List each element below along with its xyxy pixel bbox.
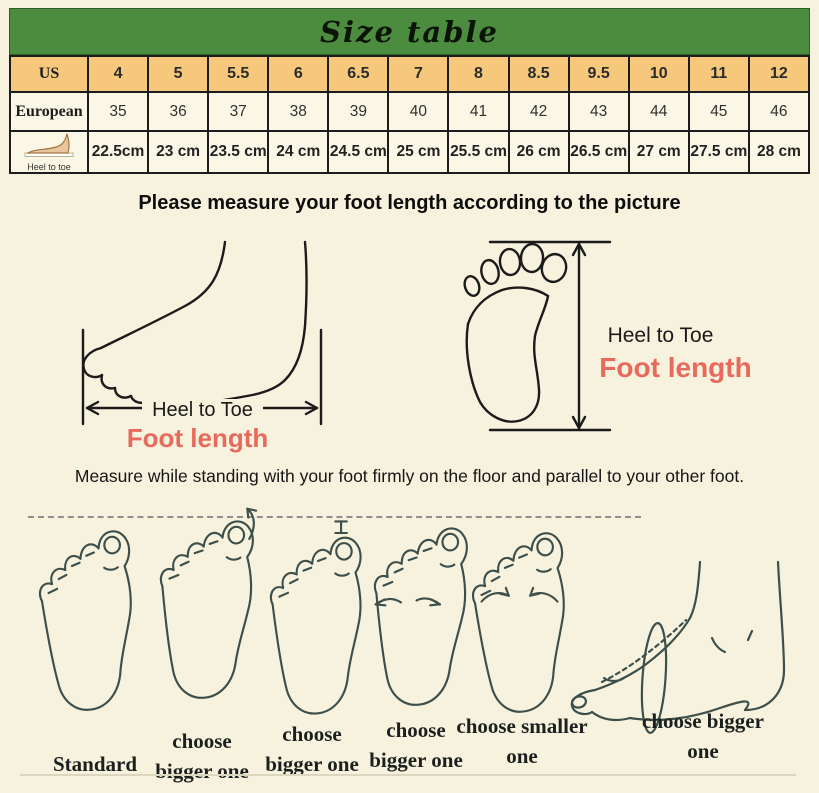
eu-size-cell: 43 bbox=[569, 92, 629, 131]
eu-size-cell: 40 bbox=[388, 92, 448, 131]
heel-row-label: Heel to toe bbox=[27, 161, 71, 172]
european-row-label: European bbox=[10, 92, 88, 131]
us-size-cell: 6.5 bbox=[328, 56, 388, 92]
size-table-title: Size table bbox=[320, 14, 499, 49]
fit-label-standard: Standard bbox=[52, 752, 138, 776]
eu-size-cell: 37 bbox=[208, 92, 268, 131]
side-view-arrow-label: Heel to Toe bbox=[75, 399, 330, 422]
us-size-cell: 6 bbox=[268, 56, 328, 92]
fit-label-bigger-1: choose bigger one bbox=[155, 729, 249, 783]
eu-size-cell: 42 bbox=[509, 92, 569, 131]
cm-length-cell: 23.5 cm bbox=[208, 131, 268, 173]
sole-view-foot-length-label: Foot length bbox=[599, 352, 752, 383]
us-size-cell: 12 bbox=[749, 56, 809, 92]
fit-foot-narrow bbox=[464, 521, 574, 721]
standing-note: Measure while standing with your foot firmly on the floor and parallel to your other foot. bbox=[74, 466, 745, 486]
eu-size-cell: 38 bbox=[268, 92, 328, 131]
side-view-foot-length-label: Foot length bbox=[126, 423, 269, 453]
heel-to-toe-foot-icon bbox=[21, 133, 77, 159]
size-table-header bbox=[9, 8, 810, 55]
us-size-cell: 7 bbox=[388, 56, 448, 92]
us-size-cell: 10 bbox=[629, 56, 689, 92]
us-size-cell: 8 bbox=[448, 56, 508, 92]
us-size-cell: 4 bbox=[88, 56, 148, 92]
cm-length-cell: 28 cm bbox=[749, 131, 809, 173]
measure-heading: Please measure your foot length according to the picture bbox=[138, 192, 681, 214]
fit-foot-near-line bbox=[262, 506, 370, 722]
us-size-cell: 5 bbox=[148, 56, 208, 92]
heel-row-header bbox=[10, 131, 88, 173]
us-row-label: US bbox=[10, 56, 88, 92]
us-size-cell: 8.5 bbox=[509, 56, 569, 92]
cm-length-cell: 26 cm bbox=[509, 131, 569, 173]
cm-length-cell: 24.5 cm bbox=[328, 131, 388, 173]
fit-label-smaller: choose smaller one bbox=[456, 714, 588, 768]
eu-size-cell: 36 bbox=[148, 92, 208, 131]
fit-foot-standard bbox=[30, 523, 142, 721]
cm-length-cell: 25 cm bbox=[388, 131, 448, 173]
cm-length-cell: 23 cm bbox=[148, 131, 208, 173]
fit-label-bigger-2: choose bigger one bbox=[265, 722, 359, 776]
size-table-row-us bbox=[10, 56, 809, 92]
us-size-cell: 11 bbox=[689, 56, 749, 92]
us-size-cell: 5.5 bbox=[208, 56, 268, 92]
eu-size-cell: 41 bbox=[448, 92, 508, 131]
eu-size-cell: 35 bbox=[88, 92, 148, 131]
fit-foot-wide bbox=[362, 516, 474, 720]
size-table bbox=[9, 55, 810, 174]
fit-foot-long-toe bbox=[148, 503, 260, 719]
size-table-row-european bbox=[10, 92, 809, 131]
bottom-divider-line bbox=[20, 774, 796, 776]
cm-length-cell: 27.5 cm bbox=[689, 131, 749, 173]
fit-label-bigger-4: choose bigger one bbox=[642, 709, 764, 763]
eu-size-cell: 45 bbox=[689, 92, 749, 131]
cm-length-cell: 27 cm bbox=[629, 131, 689, 173]
eu-size-cell: 46 bbox=[749, 92, 809, 131]
cm-length-cell: 24 cm bbox=[268, 131, 328, 173]
eu-size-cell: 39 bbox=[328, 92, 388, 131]
fit-label-bigger-3: choose bigger one bbox=[369, 718, 463, 772]
eu-size-cell: 44 bbox=[629, 92, 689, 131]
cm-length-cell: 22.5cm bbox=[88, 131, 148, 173]
sole-view-arrow-label: Heel to Toe bbox=[578, 324, 743, 348]
cm-length-cell: 26.5 cm bbox=[569, 131, 629, 173]
size-table-row-heel-to-toe bbox=[10, 131, 809, 173]
us-size-cell: 9.5 bbox=[569, 56, 629, 92]
cm-length-cell: 25.5 cm bbox=[448, 131, 508, 173]
